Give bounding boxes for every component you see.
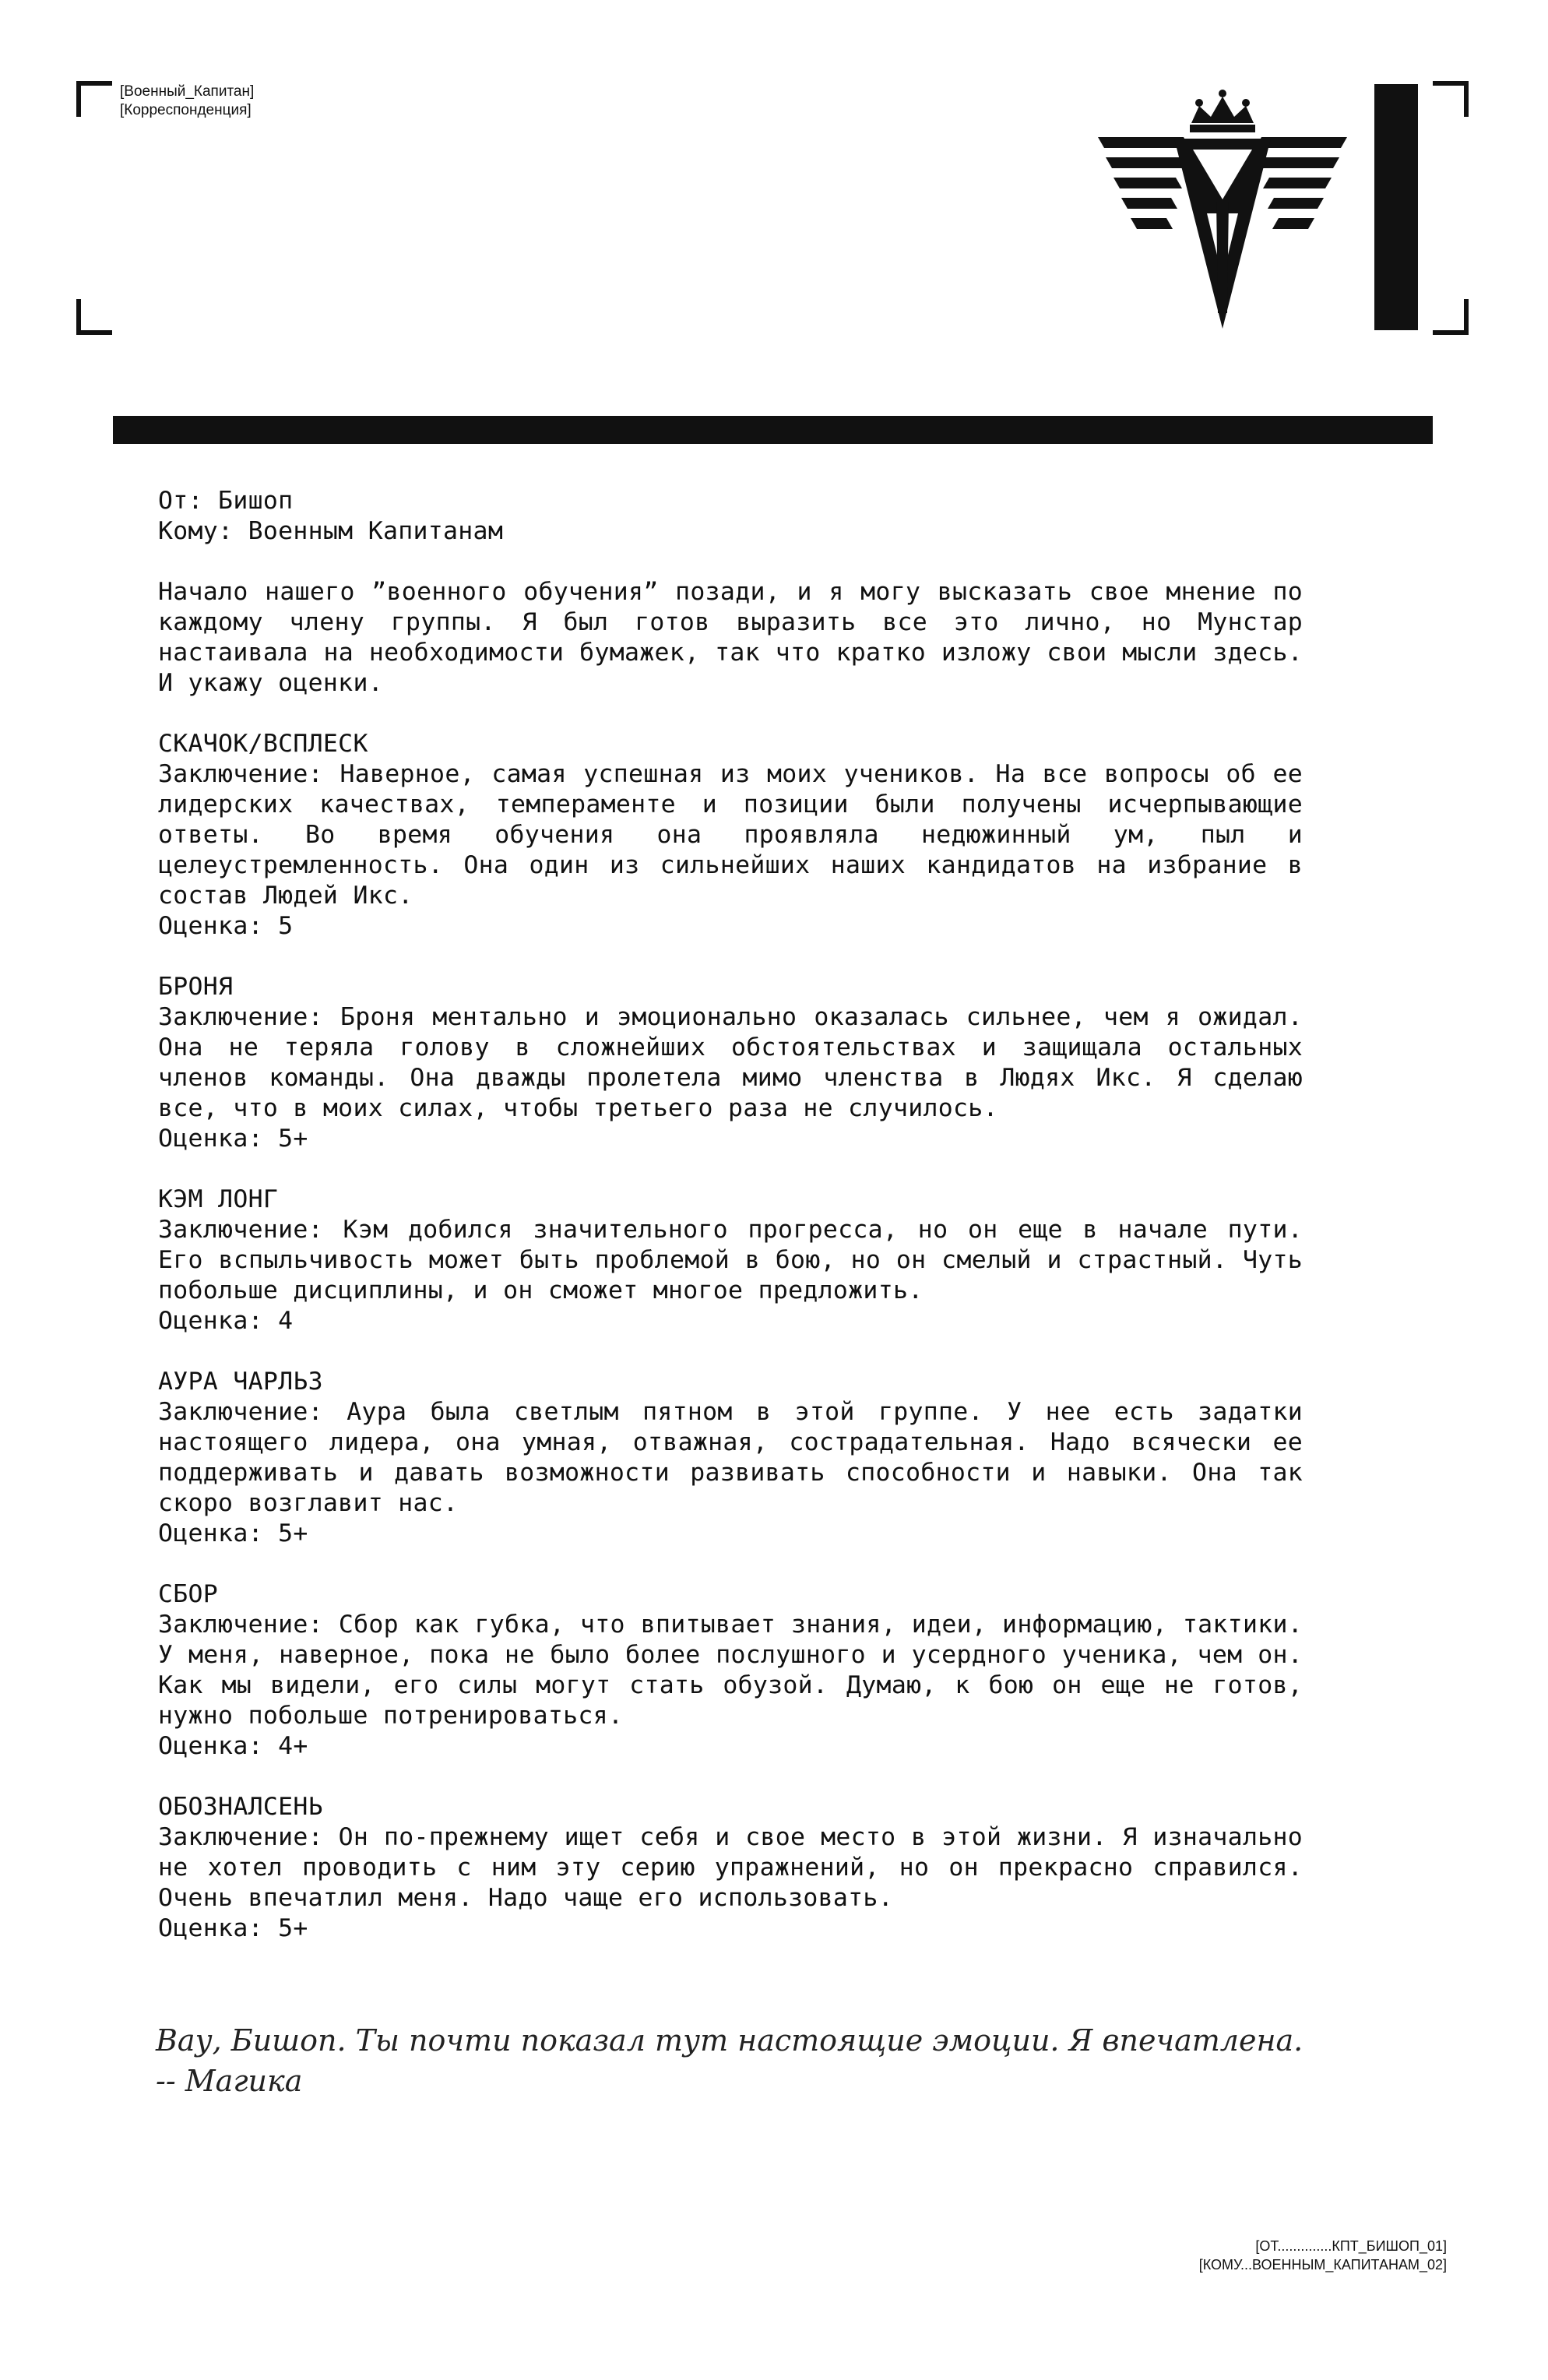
section-conclusion: Заключение: Броня ментально и эмоционально оказалась сильнее, чем я ожидал. Она не теряла голову в сложнейших обстоятельствах и защищала остальных членов команды. Она дважды пролетела мимо членства в Людях Икс. Я сделаю все, что в моих силах, чтобы третьего раза не случилось. (158, 1003, 1303, 1122)
footer-tag-line-2: [КОМУ...ВОЕННЫМ_КАПИТАНАМ_02] (1198, 2257, 1447, 2273)
section-grade: Оценка: 5+ (158, 1914, 308, 1942)
section-grade: Оценка: 5 (158, 912, 294, 940)
section-name: КЭМ ЛОНГ (158, 1185, 279, 1213)
section-name: АУРА ЧАРЛЬЗ (158, 1368, 323, 1396)
header-vertical-bar (1374, 84, 1418, 330)
frame-corner-top-right (1433, 81, 1469, 117)
header-divider (113, 416, 1433, 444)
handwritten-note-text: Вау, Бишоп. Ты почти показал тут настоящие эмоции. Я впечатлена. (156, 2023, 1303, 2058)
section-conclusion: Заключение: Аура была светлым пятном в этой группе. У нее есть задатки настоящего лидера, она умная, отважная, сострадательная. Надо всячески ее поддерживать и давать возможности развивать способности и навыки. Она так скоро возглавит нас. (158, 1398, 1303, 1517)
letter-body (158, 486, 1303, 1944)
section-name: СБОР (158, 1580, 219, 1608)
letter-from: От: Бишоп (158, 487, 294, 515)
header-tag-line-1: [Военный_Капитан] (120, 83, 255, 100)
section-name: БРОНЯ (158, 973, 234, 1001)
section-conclusion: Заключение: Кэм добился значительного прогресса, но он еще в начале пути. Его вспыльчивость может быть проблемой в бою, но он смелый и страстный. Чуть побольше дисциплины, и он сможет многое предложить. (158, 1216, 1303, 1304)
section-grade: Оценка: 5+ (158, 1519, 308, 1547)
frame-corner-top-left (76, 81, 112, 117)
frame-corner-bottom-left (76, 299, 112, 335)
section-grade: Оценка: 4+ (158, 1732, 308, 1760)
section-name: ОБОЗНАЛСЕНЬ (158, 1793, 323, 1821)
header-tag-line-2: [Корреспонденция] (120, 102, 252, 118)
handwritten-note-signature: -- Магика (156, 2064, 303, 2098)
frame-corner-bottom-right (1433, 299, 1469, 335)
footer-tag-line-1: [ОТ..............КПТ_БИШОП_01] (1255, 2238, 1447, 2254)
section-name: СКАЧОК/ВСПЛЕСК (158, 730, 368, 758)
section-conclusion: Заключение: Наверное, самая успешная из моих учеников. На все вопросы об ее лидерских качествах, темпераменте и позиции были получены исчерпывающие ответы. Во время обучения она проявляла недюжинный ум, пыл и целеустремленность. Она один из сильнейших наших кандидатов на избрание в состав Людей Икс. (158, 760, 1303, 910)
letter-intro: Начало нашего ”военного обучения” позади, и я могу высказать свое мнение по каждому члену группы. Я был готов выразить все это лично, но Мунстар настаивала на необходимости бумажек, так что кратко изложу свои мысли здесь. И укажу оценки. (158, 578, 1303, 697)
section-conclusion: Заключение: Он по-прежнему ищет себя и свое место в этой жизни. Я изначально не хотел проводить с ним эту серию упражнений, но он прекрасно справился. Очень впечатлил меня. Надо чаще его использовать. (158, 1823, 1303, 1912)
header-tag (120, 83, 254, 120)
section-grade: Оценка: 5+ (158, 1125, 308, 1153)
letter-to: Кому: Военным Капитанам (158, 517, 504, 545)
section-conclusion: Заключение: Сбор как губка, что впитывает знания, идеи, информацию, тактики. У меня, наверное, пока не было более послушного и усердного ученика, чем он. Как мы видели, его силы могут стать обузой. Думаю, к бою он еще не готов, нужно побольше потренироваться. (158, 1611, 1303, 1730)
crowned-x-emblem-icon (1090, 83, 1355, 340)
handwritten-note (156, 2020, 1339, 2101)
section-grade: Оценка: 4 (158, 1307, 294, 1335)
footer-tag (1199, 2237, 1447, 2274)
